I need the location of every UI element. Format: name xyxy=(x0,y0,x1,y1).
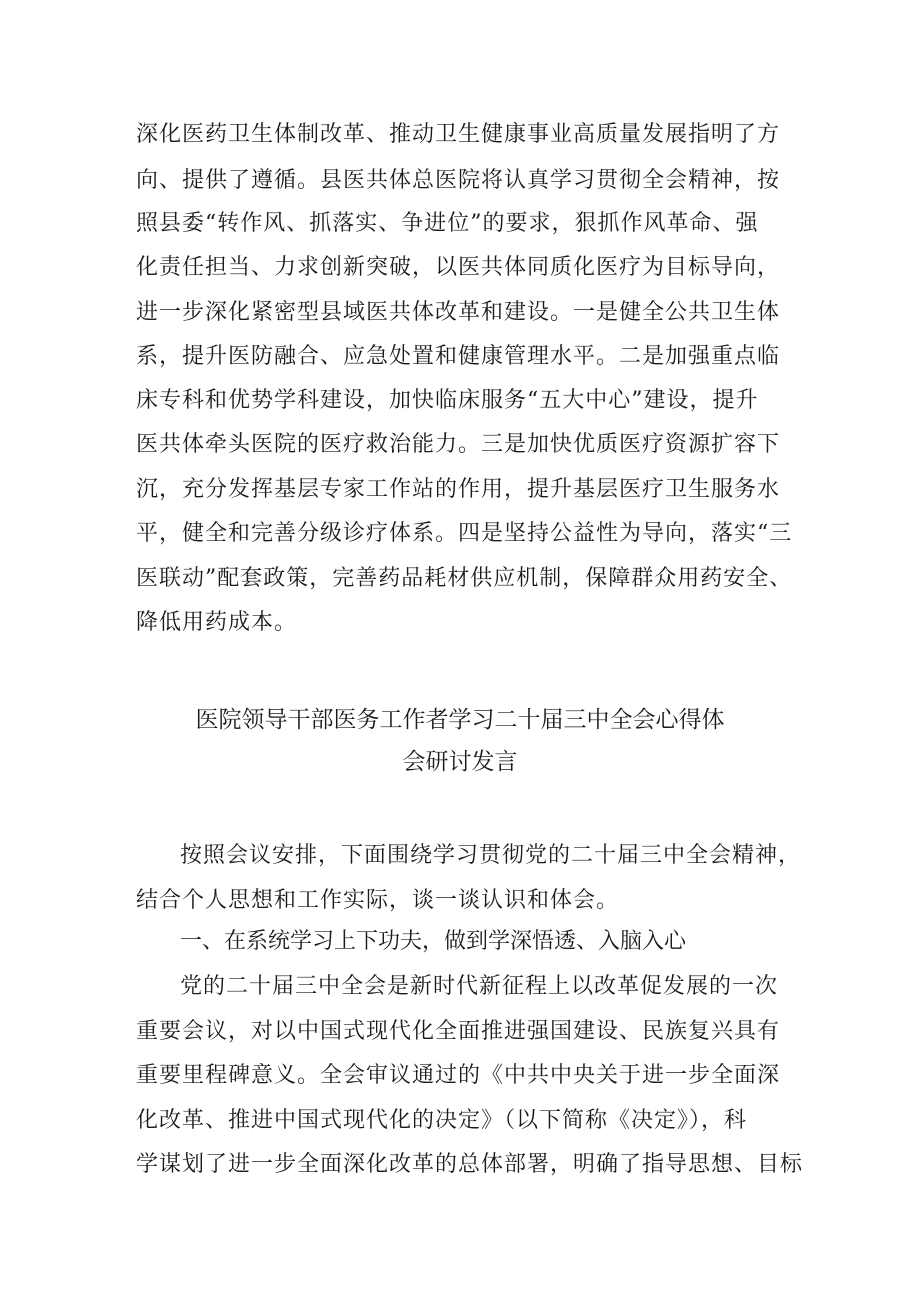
paragraph-line: 床专科和优势学科建设，加快临床服务“五大中心”建设，提升 xyxy=(136,388,759,413)
paragraph-line: 照县委“转作风、抓落实、争进位”的要求，狠抓作风革命、强 xyxy=(136,211,759,236)
paragraph-line: 平，健全和完善分级诊疗体系。四是坚持公益性为导向，落实“三 xyxy=(136,521,793,546)
paragraph-line: 医联动”配套政策，完善药品耗材供应机制，保障群众用药安全、 xyxy=(136,566,793,591)
paragraph-line: 医共体牵头医院的医疗救治能力。三是加快优质医疗资源扩容下 xyxy=(136,432,781,457)
article-title-line-2: 会研讨发言 xyxy=(402,749,518,775)
body-line: 学谋划了进一步全面深化改革的总体部署，明确了指导思想、目标 xyxy=(136,1152,804,1177)
article-title-line-1: 医院领导干部医务工作者学习二十届三中全会心得体 xyxy=(195,707,725,733)
section-heading: 一、在系统学习上下功夫，做到学深悟透、入脑入心 xyxy=(180,929,687,954)
body-line: 化改革、推进中国式现代化的决定》（以下简称《决定》），科 xyxy=(136,1108,748,1133)
body-line: 党的二十届三中全会是新时代新征程上以改革促发展的一次 xyxy=(180,974,779,999)
body-line: 重要会议，对以中国式现代化全面推进强国建设、民族复兴具有 xyxy=(136,1019,781,1044)
intro-line: 结合个人思想和工作实际，谈一谈认识和体会。 xyxy=(136,888,620,913)
paragraph-line: 化责任担当、力求创新突破，以医共体同质化医疗为目标导向， xyxy=(136,255,781,280)
intro-line: 按照会议安排，下面围绕学习贯彻党的二十届三中全会精神， xyxy=(180,843,802,868)
paragraph-line: 进一步深化紧密型县域医共体改革和建设。一是健全公共卫生体 xyxy=(136,300,781,325)
paragraph-line: 沉，充分发挥基层专家工作站的作用，提升基层医疗卫生服务水 xyxy=(136,477,781,502)
paragraph-line: 系，提升医防融合、应急处置和健康管理水平。二是加强重点临 xyxy=(136,344,781,369)
paragraph-line: 深化医药卫生体制改革、推动卫生健康事业高质量发展指明了方 xyxy=(136,122,781,147)
paragraph-line: 降低用药成本。 xyxy=(136,610,298,635)
paragraph-line: 向、提供了遵循。县医共体总医院将认真学习贯彻全会精神，按 xyxy=(136,168,781,193)
body-line: 重要里程碑意义。全会审议通过的《中共中央关于进一步全面深 xyxy=(136,1063,781,1088)
